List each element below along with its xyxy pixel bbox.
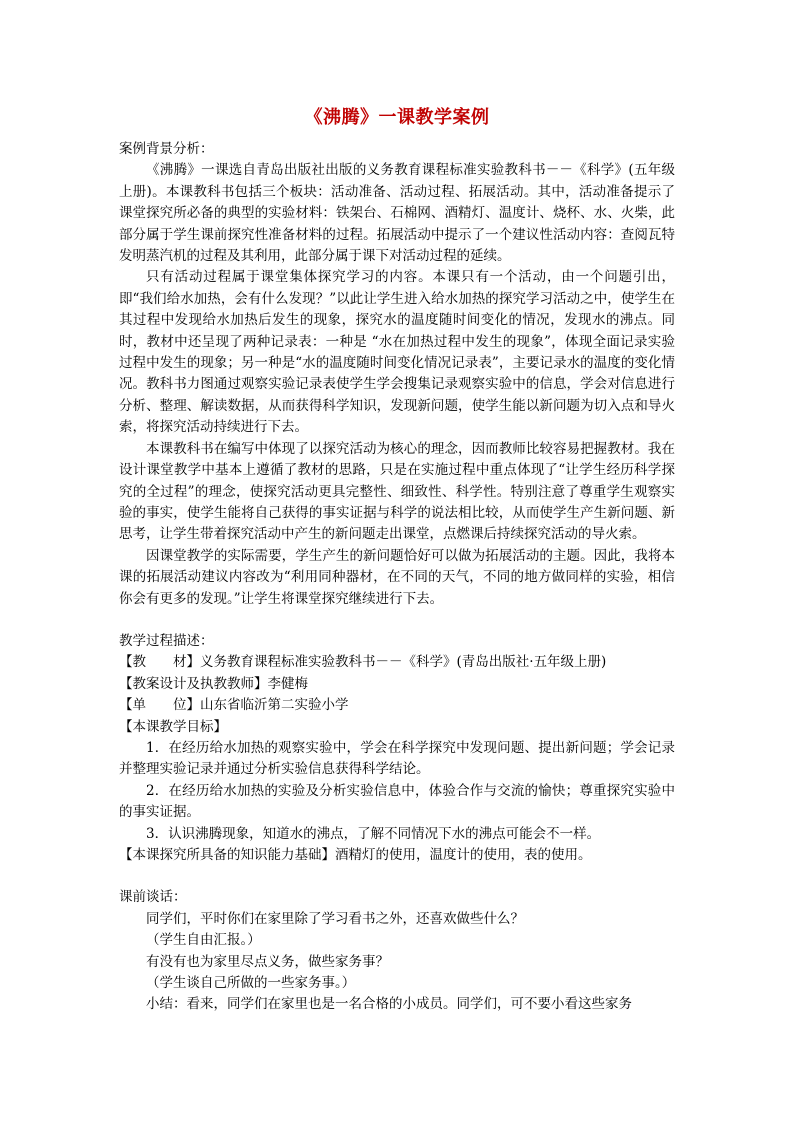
background-paragraph-4: 因课堂教学的实际需要，学生产生的新问题恰好可以做为拓展活动的主题。因此，我将本课的拓展活动建议内容改为“利用同种器材，在不同的天气，不同的地方做同样的实验，相信你会有更多的发现。”让学生将课堂探究继续进行下去。 <box>119 547 675 607</box>
background-paragraph-1: 《沸腾》一课选自青岛出版社出版的义务教育课程标准实验教科书－－《科学》(五年级上册)。本课教科书包括三个板块：活动准备、活动过程、拓展活动。其中，活动准备提示了课堂探究所必备的典型的实验材料：铁架台、石棉网、酒精灯、温度计、烧杯、水、火柴，此部分属于学生课前探究性准备材料的过程。拓展活动中提示了一个建议性活动内容：查阅瓦特发明蒸汽机的过程及其利用，此部分属于课下对活动过程的延续。 <box>119 162 675 265</box>
blank-line <box>119 866 675 887</box>
goal-item-1: 1．在经历给水加热的观察实验中，学会在科学探究中发现问题、提出新问题；学会记录并整理实验记录并通过分析实验信息获得科学结论。 <box>119 739 675 778</box>
goal-item-2: 2．在经历给水加热的实验及分析实验信息中，体验合作与交流的愉快；尊重探究实验中的事实证据。 <box>119 782 675 821</box>
document-title: 《沸腾》一课教学案例 <box>304 107 490 128</box>
section-heading-background: 案例背景分析： <box>119 141 214 157</box>
document-body <box>119 103 675 1016</box>
talk-line-5: 小结：看来，同学们在家里也是一名合格的小成员。同学们，可不要小看这些家务 <box>146 996 632 1013</box>
goal-item-3: 3．认识沸腾现象，知道水的沸点，了解不同情况下水的沸点可能会不一样。 <box>146 825 601 842</box>
info-line-textbook: 【教 材】义务教育课程标准实验教科书－－《科学》(青岛出版社·五年级上册) <box>119 654 607 671</box>
knowledge-basis-line: 【本课探究所具备的知识能力基础】酒精灯的使用，温度计的使用，表的使用。 <box>119 847 592 863</box>
talk-line-4: （学生谈自己所做的一些家务事。） <box>146 975 356 992</box>
talk-line-1: 同学们，平时你们在家里除了学习看书之外，还喜欢做些什么？ <box>146 910 524 927</box>
info-line-school: 【单 位】山东省临沂第二实验小学 <box>119 697 349 714</box>
section-heading-process: 教学过程描述： <box>119 632 214 649</box>
section-heading-talk: 课前谈话： <box>119 889 187 906</box>
blank-line <box>119 610 675 631</box>
background-paragraph-3: 本课教科书在编写中体现了以探究活动为核心的理念，因而教师比较容易把握教材。我在设计课堂教学中基本上遵循了教材的思路，只是在实施过程中重点体现了“让学生经历科学探究的全过程”的理念，使探究活动更具完整性、细致性、科学性。特别注意了尊重学生观察实验的事实，使学生能将自己获得的事实证据与科学的说法相比较，从而使学生产生新问题、新思考，让学生带着探究活动中产生的新问题走出课堂，点燃课后持续探究活动的导火索。 <box>119 440 675 543</box>
info-line-teacher: 【教案设计及执教教师】李健梅 <box>119 675 308 692</box>
talk-line-2: （学生自由汇报。） <box>146 932 261 949</box>
talk-line-3: 有没有也为家里尽点义务，做些家务事？ <box>146 953 389 970</box>
background-paragraph-2: 只有活动过程属于课堂集体探究学习的内容。本课只有一个活动，由一个问题引出，即“我们给水加热，会有什么发现？”以此让学生进入给水加热的探究学习活动之中，使学生在其过程中发现给水加热后发生的现象，探究水的温度随时间变化的情况，发现水的沸点。同时，教材中还呈现了两种记录表：一种是 “水在加热过程中发生的现象”，体现全面记录实验过程中发生的现象；另一种是“水的温度随时间变化情况记录表”，主要记录水的温度的变化情况。教科书力图通过观察实验记录表使学生学会搜集记录观察实验中的信息，学会对信息进行分析、整理、解读数据，从而获得科学知识，发现新问题，使学生能以新问题为切入点和导火索，将探究活动持续进行下去。 <box>119 269 675 436</box>
info-line-goals-heading: 【本课教学目标】 <box>119 718 227 735</box>
